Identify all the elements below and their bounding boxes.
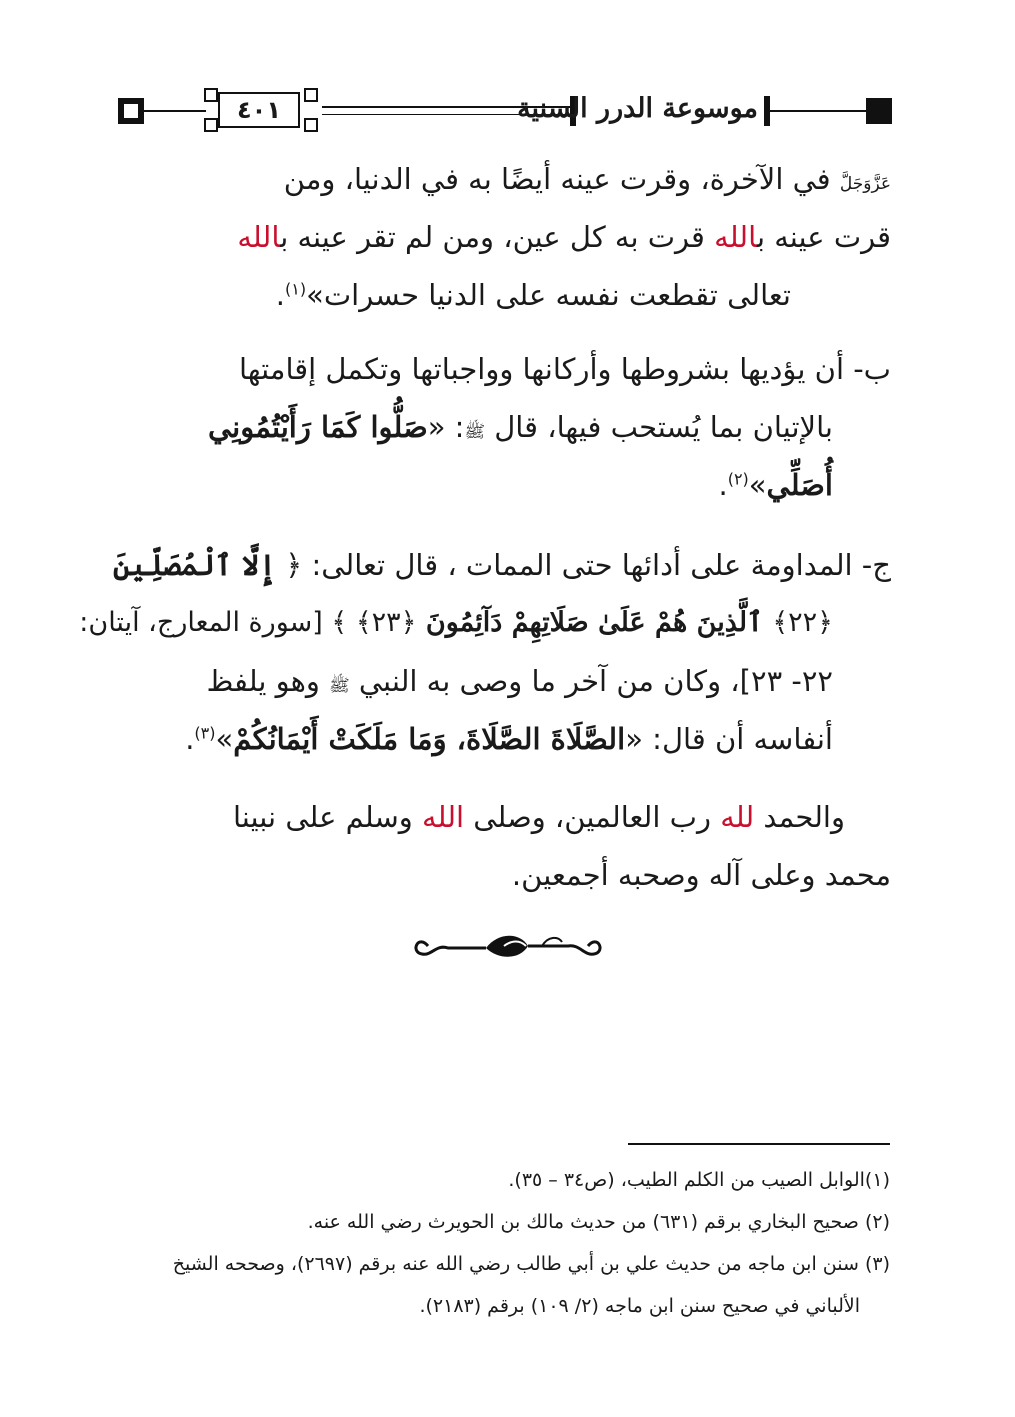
ornament-corner-tr <box>304 88 318 102</box>
divine-name-red: الله <box>422 800 465 834</box>
para3-line-2 <box>79 594 833 652</box>
para1-line-3 <box>276 266 791 324</box>
footnote-ref-2[interactable]: (٢) <box>727 469 749 489</box>
para3-line-3 <box>207 652 833 715</box>
closing-line-2: محمد وعلى آله وصحبه أجمعين. <box>511 858 891 892</box>
para2-line3-end: . <box>718 468 728 502</box>
para1-line-2 <box>237 208 891 266</box>
para3-line-4 <box>185 710 833 768</box>
closing-paragraph <box>121 788 891 908</box>
quote-close: » <box>215 722 234 756</box>
closing-line-1 <box>233 788 845 846</box>
footnote-3: (٣) سنن ابن ماجه من حديث علي بن أبي طالب رضي الله عنه برقم (٢٦٩٧)، وصححه الشيخ <box>172 1253 890 1275</box>
para1-line3-text: تعالى تقطعت نفسه على الدنيا حسرات» <box>306 278 791 312</box>
para3-line-1 <box>113 536 891 594</box>
para2-line-1: ب- أن يؤديها بشروطها وأركانها وواجباتها وتكمل إقامتها <box>238 352 891 386</box>
para1-line1-text: في الآخرة، وقرت عينه أيضًا به في الدنيا، ومن <box>283 162 831 196</box>
footnote-2: (٢) صحيح البخاري برقم (٦٣١) من حديث مالك بن الحويرث رضي الله عنه. <box>307 1211 890 1233</box>
para1-line2-a: قرت عينه ب <box>756 220 891 254</box>
header-left-square <box>118 98 144 124</box>
divine-name-red: الله <box>237 220 281 254</box>
honorific-salla: ﷺ <box>329 676 350 696</box>
page-number-frame <box>200 88 322 132</box>
para3-line3-a: ٢٢- ٢٣]، وكان من آخر ما وصى به النبي <box>349 664 833 698</box>
divine-name-red: الله <box>714 220 757 254</box>
divine-name-red: لله <box>720 800 755 834</box>
ayah-number-23: ﴿٢٣﴾ <box>355 607 417 638</box>
hadith-text: أُصَلِّي <box>766 468 833 502</box>
header-right-square <box>866 98 892 124</box>
decorative-flourish-icon <box>408 926 608 966</box>
para2-line-2 <box>208 398 833 461</box>
closing-line1-a: والحمد <box>754 800 845 834</box>
quote-open: : « <box>427 410 465 444</box>
page-number: ٤٠١ <box>218 92 300 128</box>
para1-line3-end: . <box>275 278 285 312</box>
book-title: موسوعة الدرر السنية <box>517 93 758 124</box>
honorific-salla: ﷺ <box>464 422 485 442</box>
ornament-corner-tl <box>204 88 218 102</box>
hadith-text: صَلُّوا كَمَا رَأَيْتُمُونِي <box>207 410 428 444</box>
para2-line-3 <box>718 456 833 514</box>
para3-line3-b: وهو يلفظ <box>206 664 330 698</box>
footnote-separator <box>628 1143 890 1145</box>
paragraph-1 <box>191 150 891 330</box>
footnote-ref-3[interactable]: (٣) <box>194 723 216 743</box>
para3-line4-text: أنفاسه أن قال: « <box>625 722 833 756</box>
quote-close: » <box>748 468 767 502</box>
para2-line2-text: بالإتيان بما يُستحب فيها، قال <box>485 410 833 444</box>
hadith-text: الصَّلَاةَ الصَّلَاةَ، وَمَا مَلَكَتْ أَيْمَانُكُمْ <box>233 722 626 756</box>
paragraph-2 <box>121 340 891 520</box>
ayah-number-22: ﴿٢٢﴾ <box>772 607 833 638</box>
quran-verse: ٱلَّذِينَ هُمْ عَلَىٰ صَلَاتِهِمْ دَآئِمُونَ <box>416 607 773 638</box>
ornament-corner-br <box>304 118 318 132</box>
honorific-azza-wajalla: عَزَّوَجَلَّ <box>839 174 891 194</box>
para3-line1-text: ج- المداومة على أدائها حتى الممات ، قال تعالى: ﴿ <box>276 548 891 582</box>
footnote-ref-1[interactable]: (١) <box>285 279 307 299</box>
para1-line2-b: قرت به كل عين، ومن لم تقر عينه ب <box>280 220 715 254</box>
closing-line1-c: وسلم على نبينا <box>232 800 423 834</box>
ornament-corner-bl <box>204 118 218 132</box>
footnote-1: (١)الوابل الصيب من الكلم الطيب، (ص٣٤ – ٣٥). <box>508 1169 890 1191</box>
header-left-rule <box>144 110 206 112</box>
para1-line-1 <box>284 150 891 213</box>
quran-verse: إِلَّا ٱلْمُصَلِّينَ <box>112 548 277 582</box>
header-right-rule <box>770 110 870 112</box>
closing-line1-b: رب العالمين، وصلى <box>464 800 721 834</box>
surah-citation: ﴾ [سورة المعارج، آيتان: <box>79 607 356 638</box>
page-header <box>118 84 892 140</box>
paragraph-3 <box>79 536 891 776</box>
para3-line4-end: . <box>185 722 195 756</box>
footnote-3-continuation: الألباني في صحيح سنن ابن ماجه (٢/ ١٠٩) برقم (٢١٨٣). <box>419 1295 860 1317</box>
